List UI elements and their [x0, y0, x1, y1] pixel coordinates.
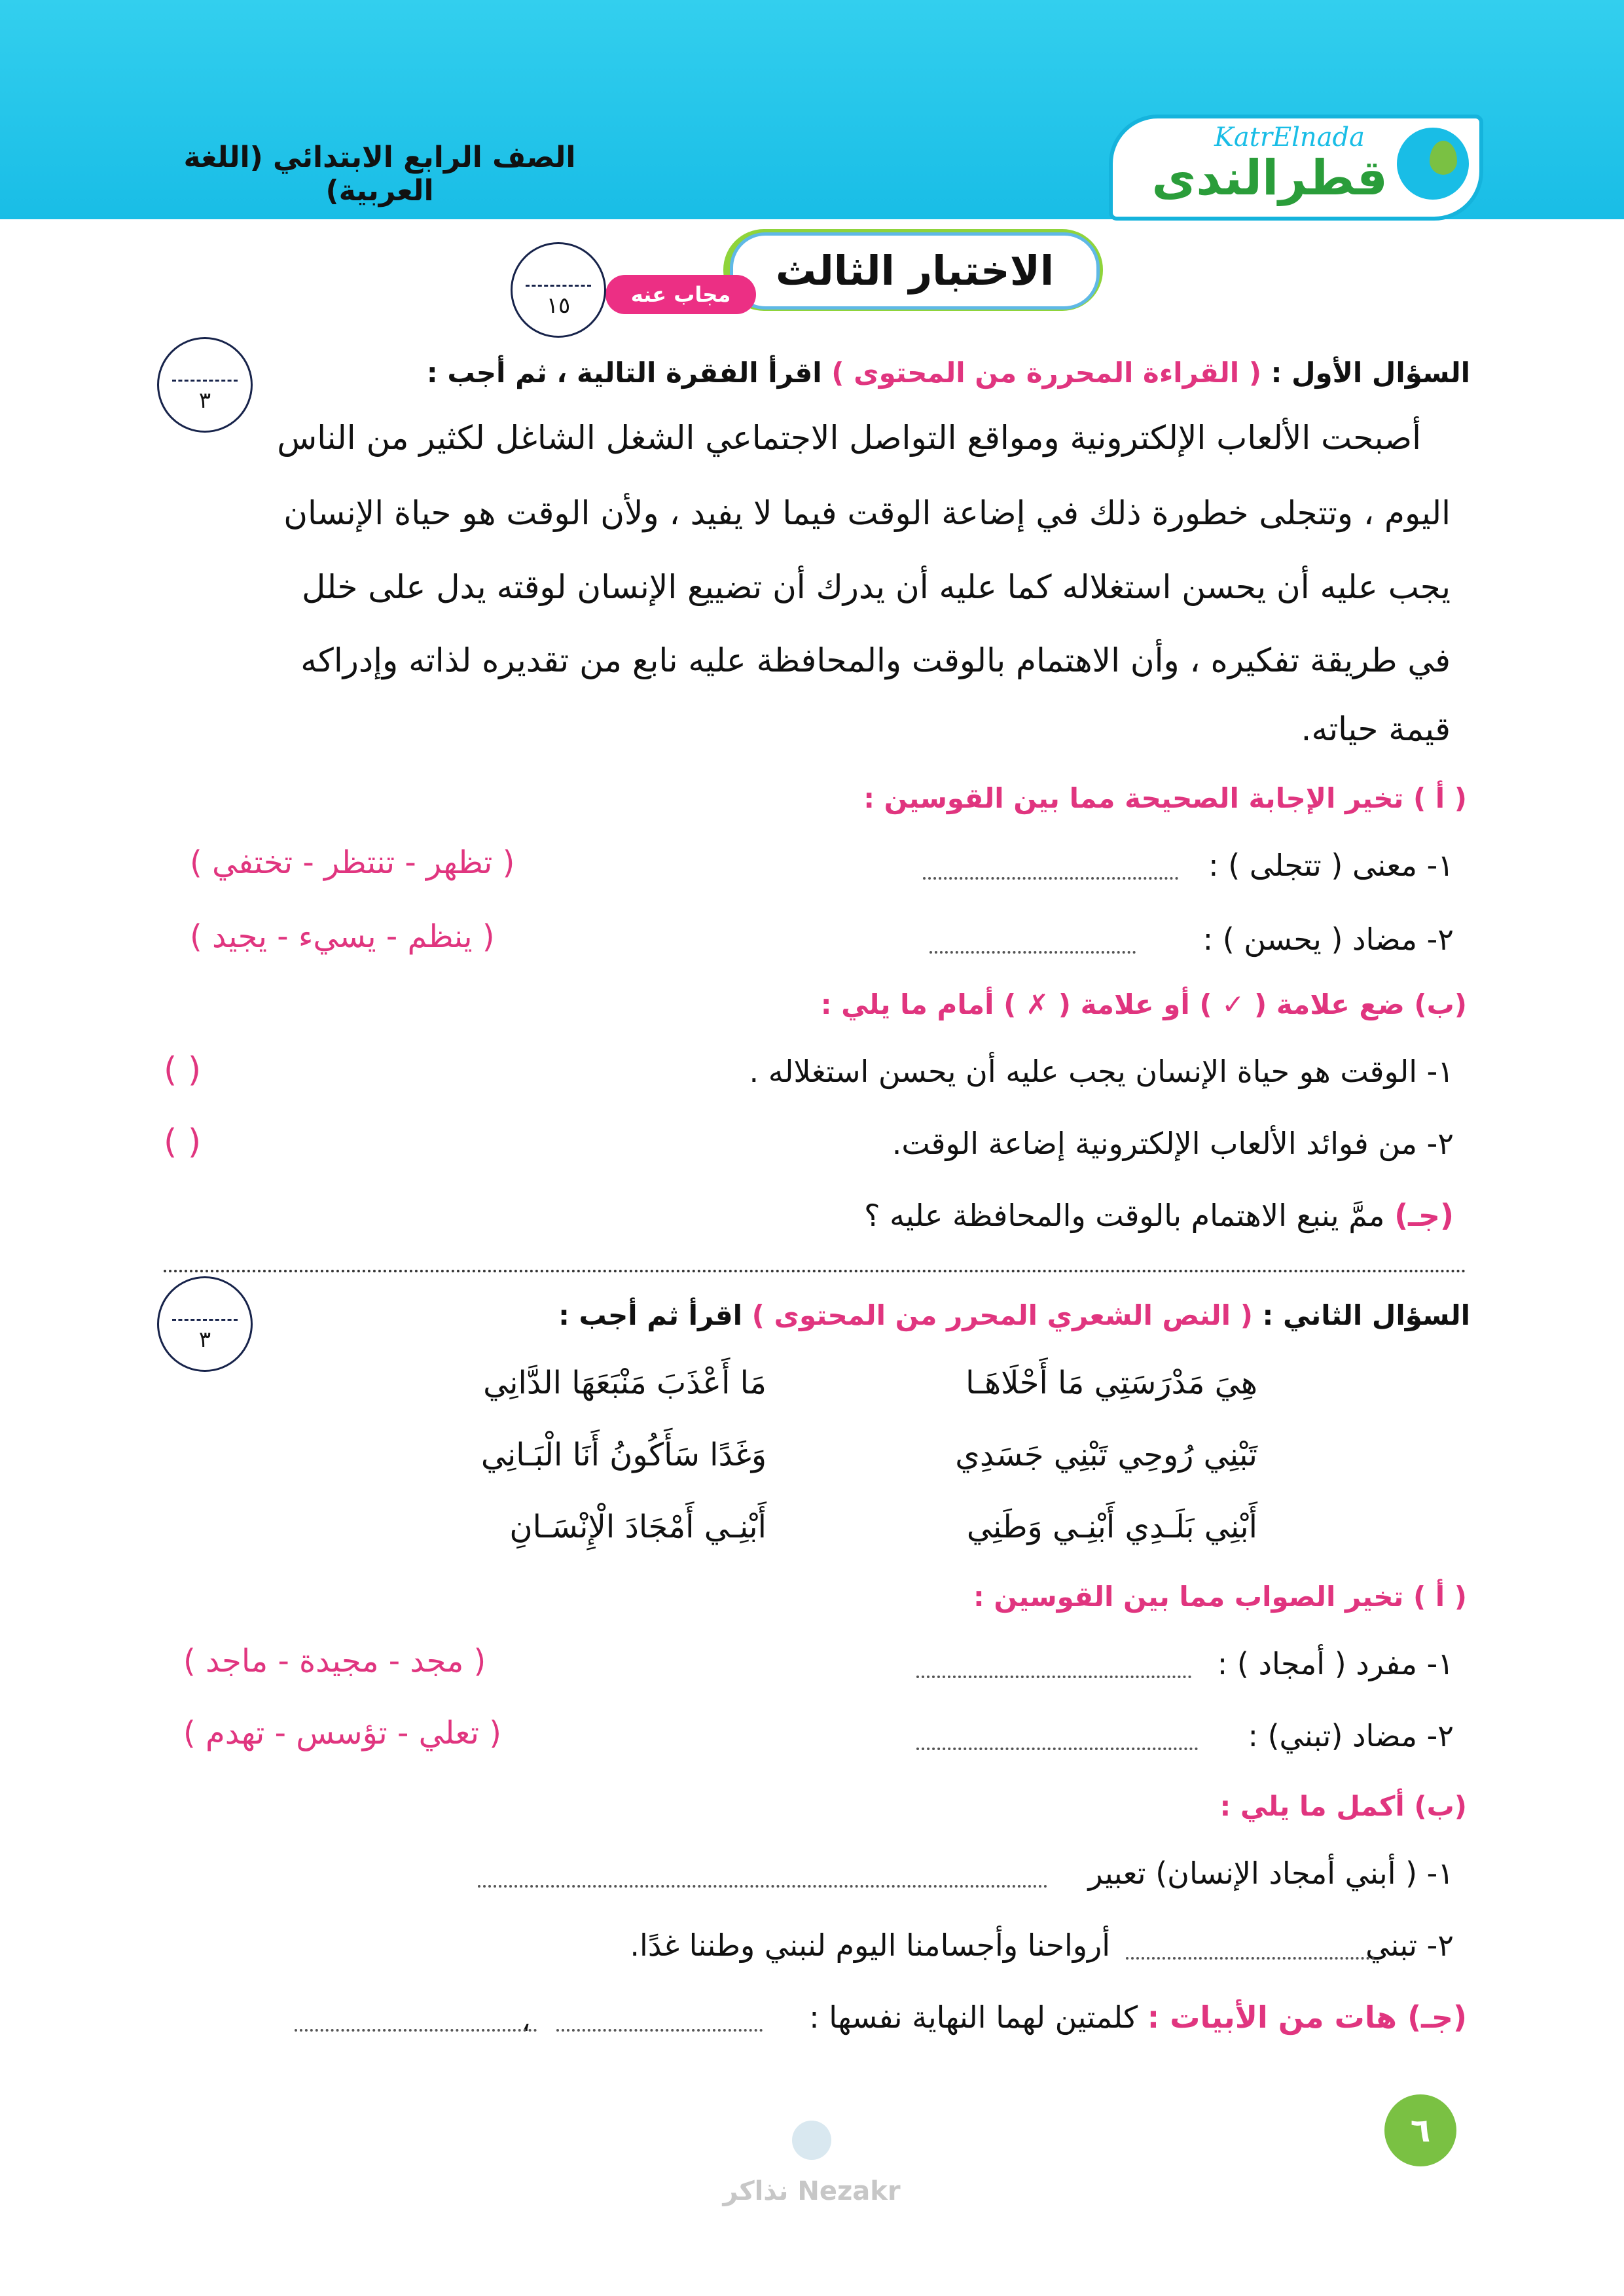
q2-c-text: كلمتين لهما النهاية نفسها : — [809, 2000, 1138, 2035]
answer-blank[interactable] — [295, 2029, 537, 2032]
verse-second-half: مَا أَعْذَبَ مَنْبَعَهَا الدَّانِي — [483, 1365, 767, 1401]
answer-blank[interactable] — [556, 2029, 763, 2032]
q2-c-item — [809, 2000, 1467, 2035]
q2-heading-sub: ( النص الشعري المحرر من المحتوى ) — [751, 1299, 1253, 1331]
q1-b-item: ٢- من فوائد الألعاب الإلكترونية إضاعة الوقت. — [892, 1126, 1454, 1161]
q1-a-choices: ( ينظم - يسيء - يجيد ) — [190, 918, 495, 955]
verse-second-half: أَبْنِـي أَمْجَادَ الْإِنْسَـانِ — [509, 1509, 767, 1545]
q1-a-item: ٢- مضاد ( يحسن ) : — [1202, 922, 1454, 957]
answer-blank[interactable] — [916, 1748, 1198, 1750]
verse-first-half: تَبْنِي رُوحِي تَبْنِي جَسَدِي — [955, 1437, 1257, 1473]
q1-heading-sub: ( القراءة المحررة من المحتوى ) — [831, 357, 1262, 389]
q1-c-text: ممَّ ينبع الاهتمام بالوقت والمحافظة عليه ؟ — [864, 1198, 1385, 1233]
page-number: ٦ — [1384, 2094, 1456, 2166]
q2-a-item: ٢- مضاد (تبني) : — [1248, 1718, 1454, 1753]
q1-b-item: ١- الوقت هو حياة الإنسان يجب عليه أن يحسن استغلاله . — [749, 1054, 1454, 1089]
brand-logo — [1109, 115, 1483, 221]
test-title: الاختبار الثالث — [730, 232, 1100, 310]
q2-b-heading: (ب) أكمل ما يلي : — [1219, 1790, 1467, 1822]
q1-score-circle — [157, 337, 253, 433]
q1-a-choices: ( تظهر - تنتظر - تختفي ) — [190, 844, 515, 881]
total-score-value: ١٥ — [546, 293, 571, 319]
q2-a-choices: ( مجد - مجيدة - ماجد ) — [183, 1643, 486, 1679]
q1-a-item: ١- معنى ( تتجلى ) : — [1208, 848, 1454, 883]
q2-b-item-continuation: أرواحنا وأجسامنا اليوم لنبني وطننا غدًا. — [630, 1928, 1110, 1963]
logo-arabic-text: قطرالندى — [1151, 150, 1388, 206]
comma-separator: ، — [521, 2003, 531, 2038]
q2-b-item: ٢- تبني — [1365, 1928, 1454, 1963]
score-dash — [172, 1319, 238, 1321]
q1-a-heading: ( أ ) تخير الإجابة الصحيحة مما بين القوسين : — [863, 782, 1467, 814]
section-divider — [164, 1270, 1466, 1272]
q2-heading — [558, 1299, 1470, 1331]
q1-paragraph-line: اليوم ، وتتجلى خطورة ذلك في إضاعة الوقت فيما لا يفيد ، ولأن الوقت هو حياة الإنسان — [283, 494, 1451, 532]
check-answer-box[interactable]: ( ) — [164, 1050, 202, 1090]
q2-b-item: ١- ( أبني أمجاد الإنسان) تعبير — [1088, 1856, 1454, 1891]
answer-blank[interactable] — [916, 1676, 1191, 1678]
q1-paragraph-line: يجب عليه أن يحسن استغلاله كما عليه أن يدرك أن تضييع الإنسان لوقته يدل على خلل — [302, 568, 1451, 606]
q1-c-label: (جـ) — [1394, 1198, 1454, 1233]
verse-first-half: أَبْنِي بَلَـدِي أَبْنِـي وَطَنِي — [966, 1509, 1257, 1545]
score-dash — [526, 285, 591, 287]
q2-heading-rest: اقرأ ثم أجب : — [558, 1299, 743, 1331]
answer-blank[interactable] — [1126, 1957, 1375, 1960]
grade-subject-title: الصف الرابع الابتدائي (اللغة العربية) — [183, 141, 576, 207]
q1-paragraph-line: قيمة حياته. — [1301, 710, 1451, 748]
q2-score-circle — [157, 1276, 253, 1372]
q2-a-heading: ( أ ) تخير الصواب مما بين القوسين : — [973, 1581, 1467, 1613]
score-dash — [172, 380, 238, 382]
footer-logo — [720, 2121, 903, 2219]
footer-logo-text: Nezakr نذاكر — [723, 2176, 901, 2206]
q1-heading-label: السؤال الأول : — [1271, 357, 1470, 389]
q1-heading-rest: اقرأ الفقرة التالية ، ثم أجب : — [426, 357, 822, 389]
check-answer-box[interactable]: ( ) — [164, 1122, 202, 1162]
logo-english-text: KatrElnada — [1214, 122, 1365, 152]
q2-c-label: (جـ) هات من الأبيات : — [1147, 2000, 1467, 2035]
total-score-circle — [511, 242, 606, 338]
q2-score-value: ٣ — [198, 1327, 211, 1353]
q2-a-item: ١- مفرد ( أمجاد ) : — [1217, 1646, 1454, 1681]
q1-score-value: ٣ — [198, 387, 211, 414]
answer-blank[interactable] — [929, 951, 1136, 954]
q1-b-heading: (ب) ضع علامة ( ✓ ) أو علامة ( ✗ ) أمام ما يلي : — [820, 988, 1467, 1020]
graduation-cap-icon — [792, 2121, 831, 2160]
q2-heading-label: السؤال الثاني : — [1262, 1299, 1470, 1331]
q1-heading — [427, 357, 1470, 389]
q1-paragraph-line: في طريقة تفكيره ، وأن الاهتمام بالوقت والمحافظة عليه نابع من تقديره لذاته وإدراكه — [300, 641, 1451, 679]
answer-blank[interactable] — [923, 877, 1178, 880]
answered-badge: مجاب عنه — [605, 275, 756, 314]
verse-first-half: هِيَ مَدْرَسَتِي مَا أَحْلَاهَـا — [965, 1365, 1257, 1401]
q1-paragraph-line: أصبحت الألعاب الإلكترونية ومواقع التواصل الاجتماعي الشغل الشاغل لكثير من الناس — [277, 419, 1421, 457]
q2-a-choices: ( تعلي - تؤسس - تهدم ) — [183, 1715, 502, 1751]
verse-second-half: وَغَدًا سَأَكُونُ أَنَا الْبَـانِي — [480, 1437, 767, 1473]
q1-c-item — [864, 1198, 1454, 1233]
answer-blank[interactable] — [478, 1885, 1047, 1888]
